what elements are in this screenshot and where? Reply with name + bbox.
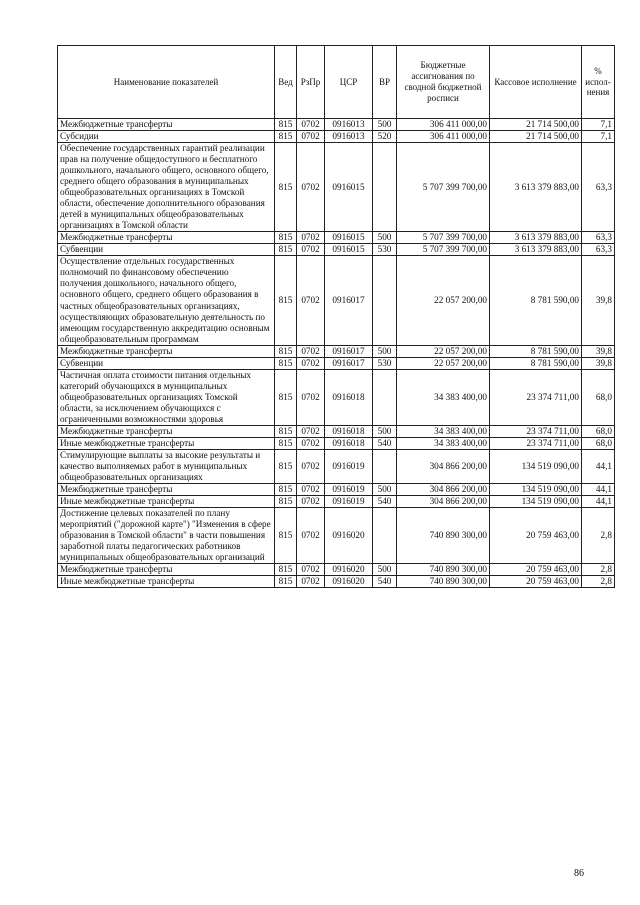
table-row [58,256,615,345]
row-name: Субвенции [58,244,275,256]
row-razdel: 0702 [297,143,325,232]
row-budget: 22 057 200,00 [397,357,490,369]
row-budget: 22 057 200,00 [397,345,490,357]
table-header-row [58,46,615,119]
row-vr: 530 [373,357,397,369]
row-execution: 20 759 463,00 [490,564,582,576]
row-percent: 2,8 [582,576,615,588]
row-ved: 815 [275,256,297,345]
row-csr: 0916015 [325,232,373,244]
row-budget: 740 890 300,00 [397,508,490,564]
table-row [58,244,615,256]
row-csr: 0916015 [325,143,373,232]
row-execution: 8 781 590,00 [490,345,582,357]
row-name: Субвенции [58,357,275,369]
row-ved: 815 [275,143,297,232]
row-vr [373,369,397,425]
table-row [58,484,615,496]
row-name: Частичная оплата стоимости питания отдельных категорий обучающихся в муниципальных общеобразовательных организациях Томской области, за исключением обучающихся с ограниченными возможностями здоровья [58,369,275,425]
table-row [58,564,615,576]
row-name: Стимулирующие выплаты за высокие результаты и качество выполняемых работ в муниципальных общеобразовательных организациях [58,449,275,483]
table-row [58,232,615,244]
row-csr: 0916017 [325,357,373,369]
row-name: Осуществление отдельных государственных полномочий по финансовому обеспечению получения дошкольного, начального общего, основного общего, среднего общего образования в частных общеобразовательных организациях, осуществляющих образовательную деятельность по имеющим государственную аккредитацию основным общеобразовательным программам [58,256,275,345]
budget-execution-table [57,45,615,588]
row-budget: 304 866 200,00 [397,484,490,496]
header-execution: Кассовое исполнение [490,46,582,119]
row-razdel: 0702 [297,508,325,564]
row-execution: 134 519 090,00 [490,449,582,483]
row-percent: 63,3 [582,232,615,244]
row-budget: 740 890 300,00 [397,564,490,576]
row-csr: 0916018 [325,369,373,425]
row-percent: 68,0 [582,369,615,425]
row-ved: 815 [275,369,297,425]
row-budget: 306 411 000,00 [397,131,490,143]
row-csr: 0916013 [325,119,373,131]
row-ved: 815 [275,232,297,244]
header-percent: % испол-нения [582,46,615,119]
row-razdel: 0702 [297,496,325,508]
row-razdel: 0702 [297,484,325,496]
table-row [58,437,615,449]
row-execution: 134 519 090,00 [490,484,582,496]
row-execution: 21 714 500,00 [490,131,582,143]
row-execution: 23 374 711,00 [490,425,582,437]
row-ved: 815 [275,484,297,496]
row-percent: 39,8 [582,357,615,369]
table-row [58,449,615,483]
row-budget: 304 866 200,00 [397,496,490,508]
row-execution: 3 613 379 883,00 [490,143,582,232]
row-name: Межбюджетные трансферты [58,119,275,131]
header-csr: ЦСР [325,46,373,119]
row-csr: 0916013 [325,131,373,143]
row-ved: 815 [275,131,297,143]
row-vr: 520 [373,131,397,143]
row-razdel: 0702 [297,449,325,483]
row-budget: 5 707 399 700,00 [397,244,490,256]
row-csr: 0916017 [325,345,373,357]
row-razdel: 0702 [297,232,325,244]
row-ved: 815 [275,564,297,576]
table-row [58,357,615,369]
row-vr [373,449,397,483]
row-name: Субсидии [58,131,275,143]
row-razdel: 0702 [297,345,325,357]
row-name: Достижение целевых показателей по плану мероприятий ("дорожной карте") "Изменения в сфере образования в Томской области" в части повышения заработной платы педагогических работников муниципальных общеобразовательных организаций [58,508,275,564]
row-vr: 500 [373,425,397,437]
row-name: Межбюджетные трансферты [58,484,275,496]
row-name: Межбюджетные трансферты [58,232,275,244]
row-percent: 44,1 [582,449,615,483]
row-budget: 34 383 400,00 [397,369,490,425]
table-row [58,425,615,437]
row-csr: 0916020 [325,564,373,576]
row-csr: 0916019 [325,496,373,508]
header-name: Наименование показателей [58,46,275,119]
row-percent: 44,1 [582,484,615,496]
row-razdel: 0702 [297,369,325,425]
row-csr: 0916018 [325,437,373,449]
row-name: Обеспечение государственных гарантий реализации прав на получение общедоступного и бесплатного дошкольного, начального общего, основного общего, среднего общего образования в муниципальных общеобразовательных организациях в Томской области, обеспечение дополнительного образования детей в муниципальных общеобразовательных организациях в Томской области [58,143,275,232]
table-row [58,496,615,508]
row-csr: 0916017 [325,256,373,345]
row-ved: 815 [275,508,297,564]
row-vr: 540 [373,437,397,449]
row-execution: 23 374 711,00 [490,437,582,449]
row-name: Межбюджетные трансферты [58,345,275,357]
row-percent: 39,8 [582,345,615,357]
row-vr [373,143,397,232]
row-vr: 530 [373,244,397,256]
row-budget: 5 707 399 700,00 [397,232,490,244]
row-budget: 34 383 400,00 [397,425,490,437]
row-execution: 8 781 590,00 [490,357,582,369]
row-budget: 304 866 200,00 [397,449,490,483]
row-razdel: 0702 [297,425,325,437]
row-budget: 5 707 399 700,00 [397,143,490,232]
row-csr: 0916019 [325,449,373,483]
row-budget: 22 057 200,00 [397,256,490,345]
row-vr: 500 [373,345,397,357]
row-ved: 815 [275,576,297,588]
row-ved: 815 [275,119,297,131]
row-vr: 540 [373,576,397,588]
table-row [58,508,615,564]
table-row [58,369,615,425]
row-percent: 7,1 [582,119,615,131]
row-ved: 815 [275,357,297,369]
row-budget: 306 411 000,00 [397,119,490,131]
row-execution: 21 714 500,00 [490,119,582,131]
row-razdel: 0702 [297,244,325,256]
row-ved: 815 [275,425,297,437]
row-csr: 0916020 [325,576,373,588]
row-vr: 500 [373,119,397,131]
row-execution: 20 759 463,00 [490,508,582,564]
row-razdel: 0702 [297,131,325,143]
row-ved: 815 [275,244,297,256]
row-razdel: 0702 [297,357,325,369]
header-razdel: РзПр [297,46,325,119]
row-razdel: 0702 [297,119,325,131]
row-percent: 39,8 [582,256,615,345]
row-name: Межбюджетные трансферты [58,425,275,437]
row-ved: 815 [275,345,297,357]
table-row [58,345,615,357]
row-name: Иные межбюджетные трансферты [58,496,275,508]
row-percent: 44,1 [582,496,615,508]
table-row [58,119,615,131]
row-vr: 500 [373,484,397,496]
header-budget: Бюджетные ассигнования по сводной бюджетной росписи [397,46,490,119]
row-vr: 540 [373,496,397,508]
row-razdel: 0702 [297,256,325,345]
row-execution: 23 374 711,00 [490,369,582,425]
row-percent: 63,3 [582,143,615,232]
row-vr [373,256,397,345]
page-number: 86 [574,868,584,879]
header-vr: ВР [373,46,397,119]
row-execution: 3 613 379 883,00 [490,232,582,244]
row-razdel: 0702 [297,437,325,449]
row-percent: 63,3 [582,244,615,256]
row-ved: 815 [275,437,297,449]
row-name: Иные межбюджетные трансферты [58,576,275,588]
row-budget: 740 890 300,00 [397,576,490,588]
row-percent: 2,8 [582,564,615,576]
table-row [58,576,615,588]
row-name: Иные межбюджетные трансферты [58,437,275,449]
row-budget: 34 383 400,00 [397,437,490,449]
row-execution: 3 613 379 883,00 [490,244,582,256]
row-razdel: 0702 [297,564,325,576]
row-csr: 0916015 [325,244,373,256]
header-ved: Вед [275,46,297,119]
row-percent: 7,1 [582,131,615,143]
row-execution: 134 519 090,00 [490,496,582,508]
row-percent: 68,0 [582,437,615,449]
row-vr: 500 [373,564,397,576]
row-ved: 815 [275,449,297,483]
row-percent: 2,8 [582,508,615,564]
row-razdel: 0702 [297,576,325,588]
table-row [58,143,615,232]
table-row [58,131,615,143]
row-ved: 815 [275,496,297,508]
row-csr: 0916018 [325,425,373,437]
row-execution: 20 759 463,00 [490,576,582,588]
row-execution: 8 781 590,00 [490,256,582,345]
row-vr [373,508,397,564]
row-csr: 0916020 [325,508,373,564]
row-csr: 0916019 [325,484,373,496]
row-percent: 68,0 [582,425,615,437]
row-name: Межбюджетные трансферты [58,564,275,576]
row-vr: 500 [373,232,397,244]
